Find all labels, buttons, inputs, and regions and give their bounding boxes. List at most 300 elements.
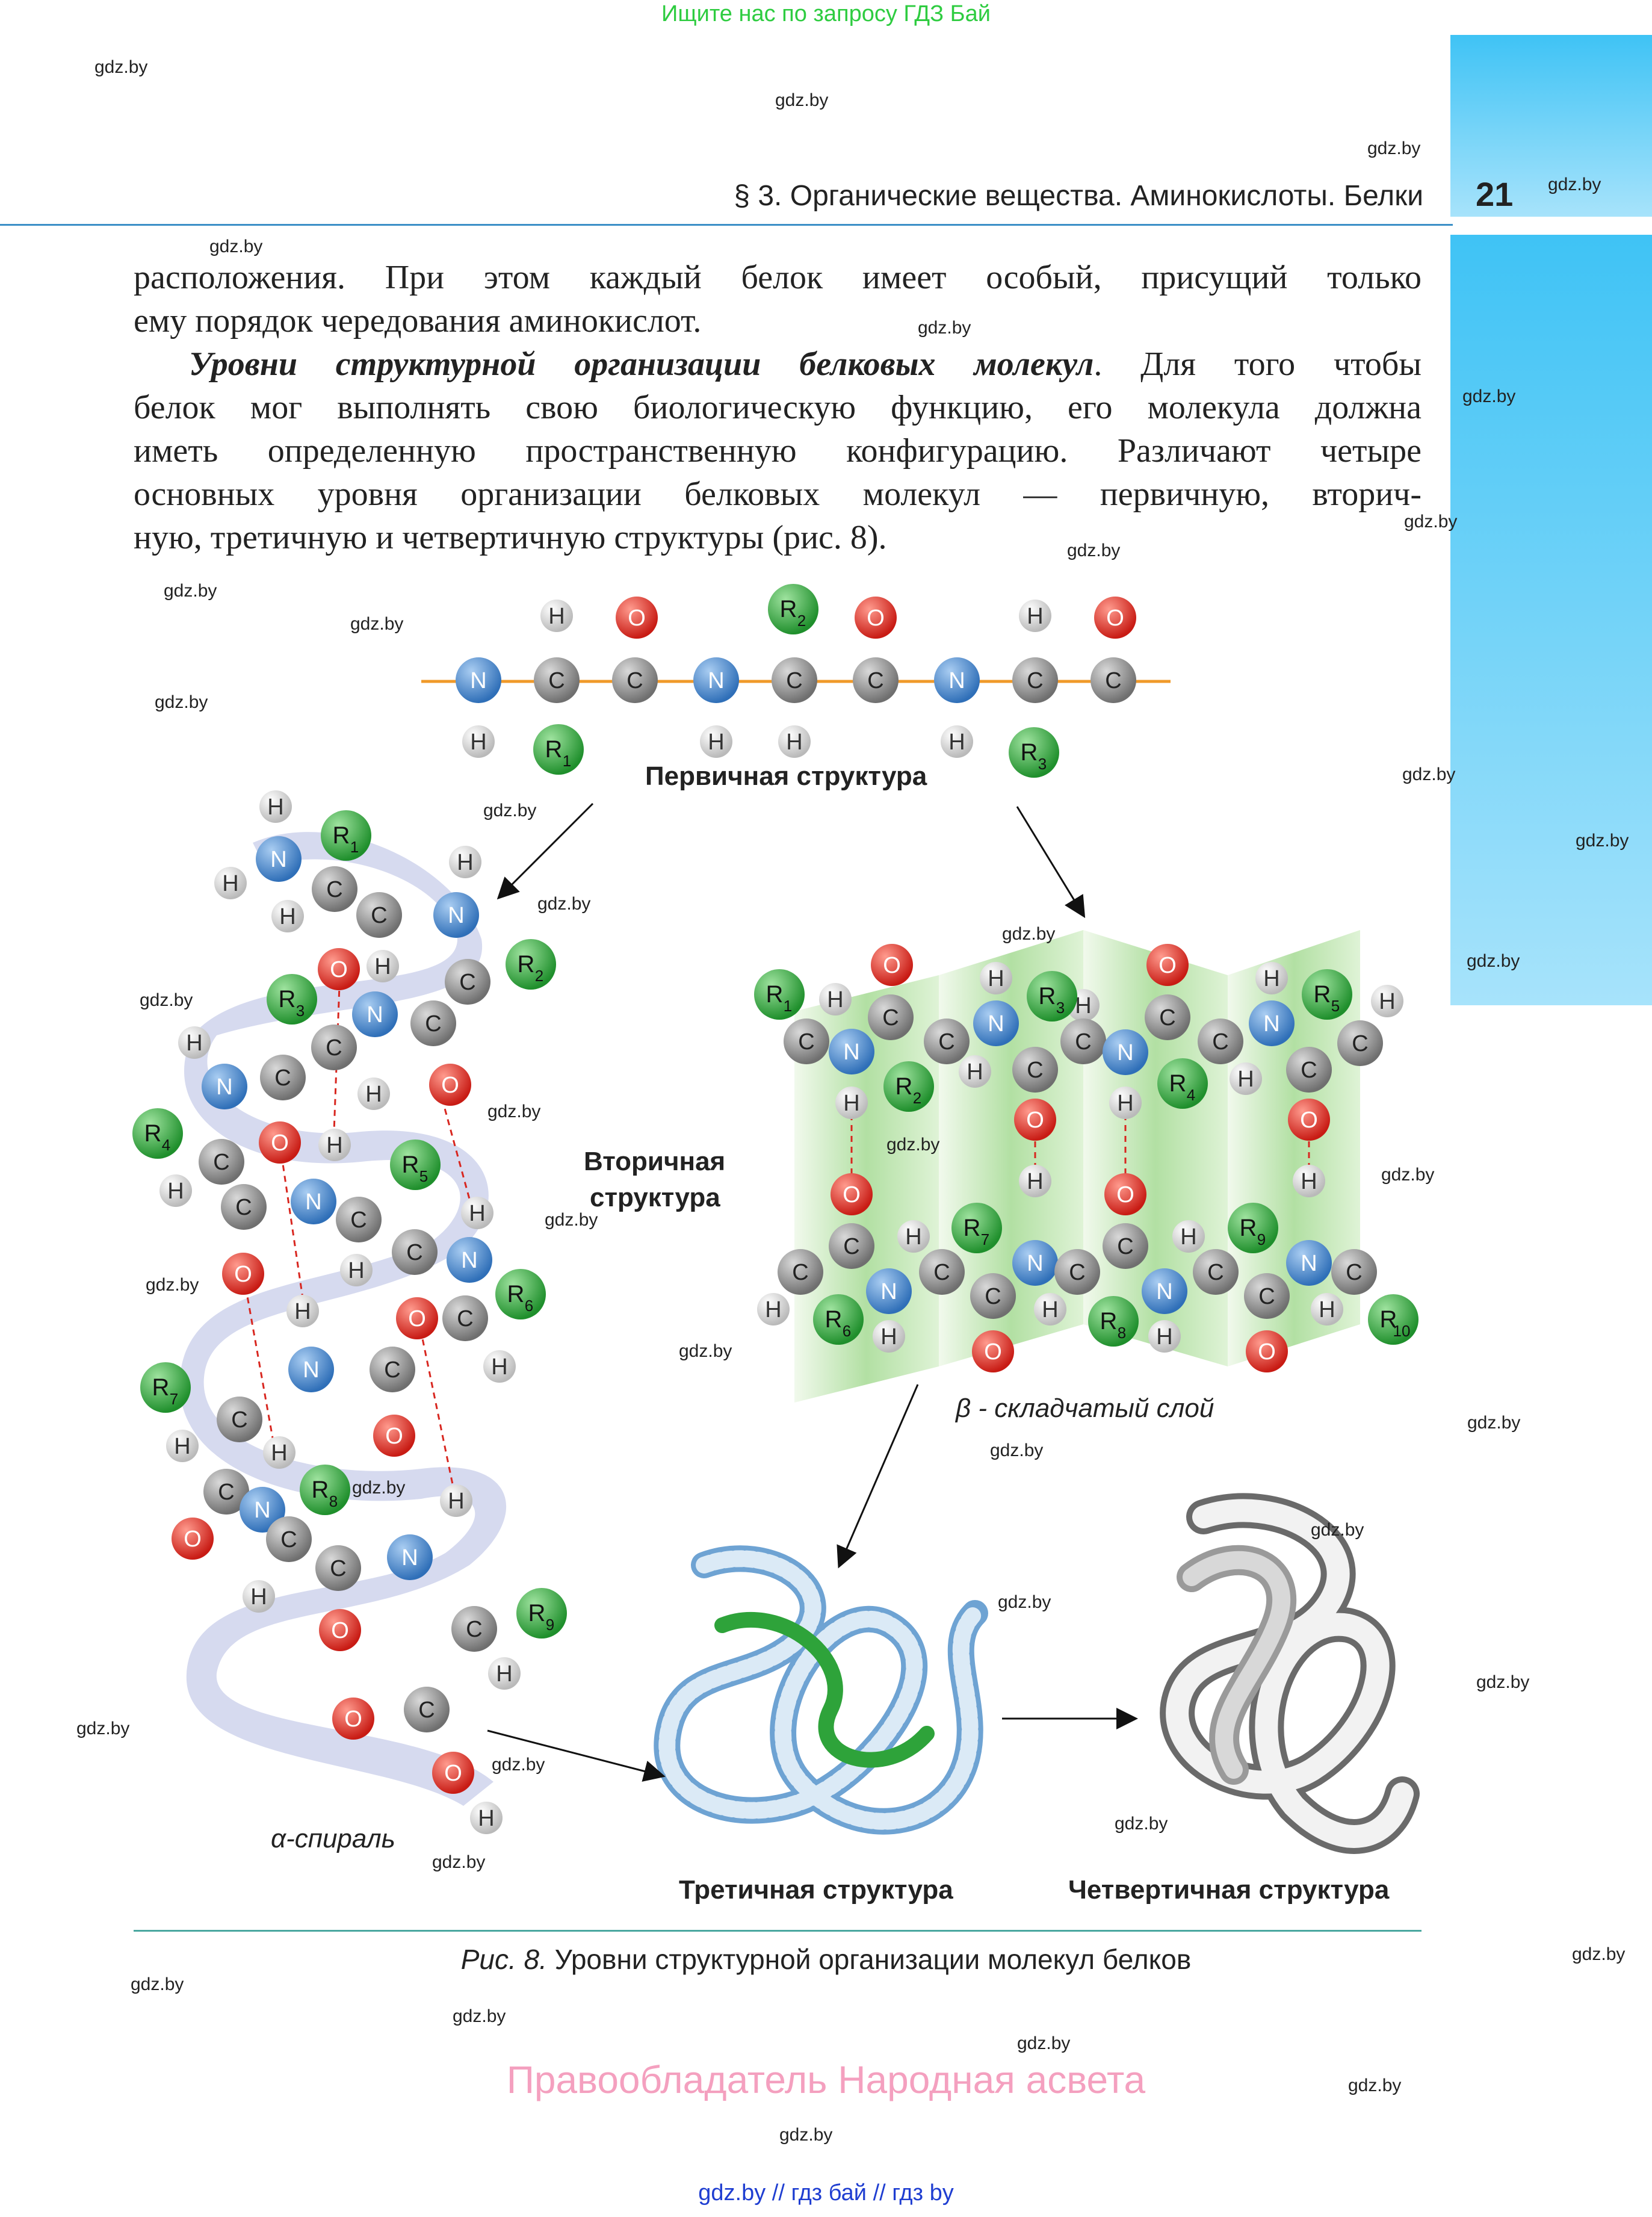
svg-text:3: 3 bbox=[295, 1002, 305, 1020]
c-atom bbox=[1244, 1273, 1290, 1319]
svg-text:C: C bbox=[459, 970, 476, 995]
svg-text:R: R bbox=[144, 1120, 162, 1147]
radical-r1-atom bbox=[754, 969, 805, 1020]
h-atom bbox=[873, 1320, 905, 1353]
svg-text:H: H bbox=[1027, 1169, 1044, 1194]
h-atom bbox=[440, 1484, 472, 1517]
radical-r7-atom bbox=[951, 1203, 1002, 1253]
h-atom bbox=[159, 1174, 192, 1207]
watermark: gdz.by bbox=[918, 318, 971, 338]
watermark: gdz.by bbox=[1311, 1520, 1364, 1540]
h-atom bbox=[271, 900, 304, 932]
svg-text:1: 1 bbox=[350, 838, 359, 856]
svg-text:O: O bbox=[883, 953, 901, 978]
radical-r2-atom bbox=[883, 1061, 934, 1112]
watermark: gdz.by bbox=[76, 1719, 130, 1738]
svg-text:N: N bbox=[448, 903, 465, 928]
o-atom bbox=[972, 1330, 1014, 1372]
svg-text:O: O bbox=[444, 1761, 462, 1786]
c-atom bbox=[1286, 1047, 1332, 1093]
section-title: § 3. Органические вещества. Аминокислоты. Белки bbox=[734, 180, 1423, 212]
svg-text:C: C bbox=[882, 1005, 899, 1031]
svg-text:R: R bbox=[1038, 983, 1056, 1009]
o-atom bbox=[1246, 1330, 1288, 1372]
svg-text:1: 1 bbox=[783, 997, 793, 1015]
c-atom bbox=[410, 1000, 456, 1046]
svg-text:R: R bbox=[1239, 1215, 1257, 1241]
watermark: gdz.by bbox=[1572, 1944, 1626, 1964]
svg-text:H: H bbox=[905, 1224, 922, 1250]
svg-text:N: N bbox=[948, 668, 965, 693]
svg-text:R: R bbox=[1379, 1306, 1397, 1333]
text-line: ему порядок чередования аминокислот. bbox=[134, 302, 702, 340]
svg-text:C: C bbox=[235, 1195, 252, 1220]
svg-text:H: H bbox=[1319, 1297, 1335, 1322]
svg-text:C: C bbox=[1352, 1031, 1369, 1056]
svg-text:H: H bbox=[1117, 1091, 1134, 1116]
svg-text:C: C bbox=[218, 1480, 235, 1505]
svg-text:H: H bbox=[470, 730, 487, 755]
radical-r4-atom bbox=[1157, 1058, 1208, 1109]
n-atom bbox=[1012, 1240, 1058, 1286]
watermark: gdz.by bbox=[1402, 764, 1456, 784]
h-atom bbox=[1311, 1293, 1343, 1326]
svg-text:O: O bbox=[1026, 1108, 1044, 1133]
radical-r8-atom bbox=[300, 1465, 350, 1515]
svg-text:C: C bbox=[1069, 1260, 1086, 1285]
watermark: gdz.by bbox=[1467, 951, 1520, 971]
radical-r8-atom bbox=[1088, 1296, 1139, 1347]
n-atom bbox=[352, 991, 398, 1037]
watermark: gdz.by bbox=[990, 1440, 1044, 1460]
c-atom bbox=[312, 866, 357, 912]
o-atom bbox=[1094, 597, 1136, 639]
c-atom bbox=[924, 1019, 970, 1064]
o-atom bbox=[318, 948, 360, 990]
footer-links[interactable]: gdz.by // гдз бай // гдз by bbox=[698, 2180, 954, 2206]
o-atom bbox=[429, 1064, 471, 1106]
svg-text:R: R bbox=[824, 1306, 843, 1333]
watermark: gdz.by bbox=[483, 801, 537, 820]
h-atom bbox=[1109, 1087, 1142, 1119]
svg-text:C: C bbox=[466, 1617, 483, 1642]
svg-text:O: O bbox=[1106, 606, 1124, 631]
svg-text:C: C bbox=[1207, 1260, 1224, 1285]
h-atom bbox=[1172, 1220, 1205, 1253]
c-atom bbox=[772, 657, 817, 703]
radical-r3-atom bbox=[1027, 971, 1077, 1022]
h-atom bbox=[263, 1436, 295, 1469]
svg-text:9: 9 bbox=[545, 1616, 555, 1634]
c-atom bbox=[1060, 1019, 1106, 1064]
h-atom bbox=[318, 1129, 351, 1161]
o-atom bbox=[1146, 944, 1189, 986]
h-atom bbox=[540, 600, 573, 632]
o-atom bbox=[871, 944, 913, 986]
svg-text:C: C bbox=[792, 1260, 809, 1285]
n-atom bbox=[1286, 1240, 1332, 1286]
watermark: gdz.by bbox=[492, 1755, 545, 1775]
svg-text:10: 10 bbox=[1393, 1322, 1411, 1340]
watermark: gdz.by bbox=[537, 894, 591, 914]
h-atom bbox=[470, 1802, 503, 1834]
svg-text:C: C bbox=[330, 1556, 347, 1581]
svg-text:R: R bbox=[401, 1152, 419, 1178]
h-atom bbox=[488, 1657, 521, 1690]
h-atom bbox=[214, 867, 247, 899]
svg-text:H: H bbox=[1042, 1297, 1059, 1322]
svg-text:R: R bbox=[1169, 1070, 1187, 1097]
n-atom bbox=[291, 1179, 336, 1224]
svg-text:4: 4 bbox=[1186, 1086, 1196, 1104]
o-atom bbox=[222, 1253, 264, 1295]
n-atom bbox=[973, 1000, 1019, 1046]
c-atom bbox=[829, 1223, 874, 1269]
c-atom bbox=[612, 657, 658, 703]
h-atom bbox=[980, 962, 1012, 994]
svg-text:O: O bbox=[385, 1424, 403, 1449]
svg-text:3: 3 bbox=[1056, 999, 1065, 1017]
h-atom bbox=[166, 1430, 199, 1462]
svg-text:C: C bbox=[1301, 1058, 1317, 1083]
svg-text:N: N bbox=[461, 1248, 478, 1273]
svg-text:H: H bbox=[279, 904, 296, 929]
radical-r4-atom bbox=[132, 1108, 183, 1159]
watermark: gdz.by bbox=[131, 1974, 184, 1994]
h-atom bbox=[340, 1254, 373, 1286]
svg-text:H: H bbox=[250, 1584, 267, 1610]
c-atom bbox=[1331, 1249, 1377, 1295]
c-atom bbox=[1012, 1047, 1058, 1093]
beta-sheet-label: β - складчатый слой bbox=[956, 1394, 1214, 1423]
h-atom bbox=[243, 1580, 275, 1613]
svg-text:O: O bbox=[408, 1306, 426, 1332]
svg-text:C: C bbox=[425, 1011, 442, 1037]
c-atom bbox=[1193, 1249, 1239, 1295]
n-atom bbox=[1249, 1000, 1295, 1046]
text-line: иметь определенную пространственную конфигурацию. Различают четыре bbox=[134, 432, 1422, 470]
watermark: gdz.by bbox=[1367, 138, 1421, 158]
svg-text:N: N bbox=[1027, 1251, 1044, 1276]
h-atom bbox=[286, 1295, 319, 1327]
watermark: gdz.by bbox=[209, 237, 263, 256]
c-atom bbox=[442, 1295, 488, 1341]
o-atom bbox=[1104, 1173, 1146, 1215]
radical-r5-atom bbox=[390, 1140, 441, 1190]
svg-text:H: H bbox=[222, 871, 239, 896]
svg-text:3: 3 bbox=[1038, 755, 1047, 773]
c-atom bbox=[1337, 1020, 1383, 1066]
svg-text:C: C bbox=[843, 1234, 860, 1259]
c-atom bbox=[1198, 1019, 1243, 1064]
h-atom bbox=[700, 725, 732, 758]
svg-text:C: C bbox=[213, 1150, 230, 1175]
radical-r9-atom bbox=[516, 1588, 567, 1639]
o-atom bbox=[259, 1121, 301, 1164]
svg-text:C: C bbox=[326, 877, 343, 902]
n-atom bbox=[866, 1268, 912, 1314]
c-atom bbox=[311, 1025, 357, 1070]
c-atom bbox=[221, 1184, 267, 1230]
o-atom bbox=[396, 1297, 438, 1339]
svg-text:H: H bbox=[448, 1489, 465, 1514]
svg-text:C: C bbox=[1027, 668, 1044, 693]
watermark: gdz.by bbox=[1462, 386, 1516, 406]
svg-text:O: O bbox=[331, 1618, 349, 1643]
h-atom bbox=[461, 1197, 493, 1229]
svg-text:H: H bbox=[1027, 604, 1044, 629]
secondary-structure-label-1: Вторичная bbox=[584, 1147, 726, 1176]
svg-text:C: C bbox=[938, 1029, 955, 1055]
svg-text:R: R bbox=[1313, 981, 1331, 1008]
n-atom bbox=[256, 836, 302, 882]
h-atom bbox=[757, 1293, 790, 1326]
n-atom bbox=[447, 1237, 492, 1283]
radical-r2-atom bbox=[768, 584, 818, 634]
watermark: gdz.by bbox=[352, 1478, 406, 1498]
c-atom bbox=[853, 657, 899, 703]
svg-text:O: O bbox=[984, 1339, 1002, 1365]
h-atom bbox=[449, 846, 481, 878]
svg-text:N: N bbox=[988, 1011, 1004, 1037]
o-atom bbox=[432, 1752, 474, 1794]
c-atom bbox=[356, 892, 402, 938]
watermark: gdz.by bbox=[679, 1341, 732, 1361]
svg-text:H: H bbox=[948, 730, 965, 755]
svg-text:2: 2 bbox=[912, 1089, 922, 1107]
svg-text:C: C bbox=[274, 1065, 291, 1091]
watermark: gdz.by bbox=[1348, 2076, 1402, 2095]
svg-text:H: H bbox=[374, 954, 391, 979]
svg-text:C: C bbox=[985, 1284, 1001, 1309]
svg-text:O: O bbox=[184, 1527, 202, 1552]
watermark: gdz.by bbox=[164, 581, 217, 601]
secondary-structure-label-2: структура bbox=[590, 1183, 720, 1212]
svg-text:C: C bbox=[548, 668, 565, 693]
n-atom bbox=[456, 657, 501, 703]
svg-text:C: C bbox=[384, 1357, 401, 1383]
c-atom bbox=[970, 1273, 1016, 1319]
radical-r1-atom bbox=[533, 724, 584, 775]
svg-text:H: H bbox=[1156, 1324, 1173, 1350]
svg-text:C: C bbox=[786, 668, 803, 693]
svg-text:O: O bbox=[1116, 1182, 1134, 1208]
watermark: gdz.by bbox=[453, 2006, 506, 2026]
watermark: gdz.by bbox=[886, 1135, 940, 1155]
svg-text:C: C bbox=[933, 1260, 950, 1285]
radical-r3-atom bbox=[1009, 727, 1059, 778]
svg-text:O: O bbox=[1258, 1339, 1276, 1365]
svg-text:R: R bbox=[507, 1281, 525, 1307]
text-line: белок мог выполнять свою биологическую функцию, его молекула должна bbox=[134, 389, 1422, 426]
c-atom bbox=[451, 1606, 497, 1652]
c-atom bbox=[784, 1019, 829, 1064]
watermark: gdz.by bbox=[1548, 175, 1601, 194]
svg-text:N: N bbox=[367, 1002, 383, 1028]
svg-text:H: H bbox=[186, 1031, 203, 1056]
svg-text:H: H bbox=[496, 1661, 513, 1687]
quaternary-structure-model bbox=[1177, 1510, 1402, 1836]
c-atom bbox=[315, 1545, 361, 1591]
watermark: gdz.by bbox=[775, 90, 829, 110]
svg-text:C: C bbox=[326, 1035, 342, 1061]
svg-text:R: R bbox=[895, 1073, 913, 1100]
svg-text:H: H bbox=[491, 1354, 508, 1380]
c-atom bbox=[919, 1249, 965, 1295]
svg-text:H: H bbox=[294, 1299, 311, 1324]
top-banner[interactable]: Ищите нас по запросу ГДЗ Бай bbox=[661, 1, 991, 26]
o-atom bbox=[616, 597, 658, 639]
h-atom bbox=[357, 1077, 390, 1110]
tertiary-structure-model bbox=[667, 1558, 975, 1821]
svg-text:7: 7 bbox=[169, 1390, 179, 1408]
watermark: gdz.by bbox=[998, 1592, 1051, 1612]
svg-text:N: N bbox=[1156, 1279, 1173, 1304]
svg-text:C: C bbox=[280, 1527, 297, 1552]
c-atom bbox=[260, 1055, 306, 1100]
o-atom bbox=[373, 1415, 415, 1457]
svg-text:R: R bbox=[1100, 1308, 1118, 1335]
svg-text:4: 4 bbox=[161, 1136, 171, 1154]
watermark: gdz.by bbox=[155, 692, 208, 712]
svg-text:H: H bbox=[1075, 993, 1092, 1019]
text-line: расположения. При этом каждый белок имеет особый, присущий только bbox=[134, 259, 1422, 296]
h-atom bbox=[1148, 1320, 1181, 1353]
svg-text:H: H bbox=[1263, 966, 1280, 991]
h-atom bbox=[941, 725, 973, 758]
svg-text:H: H bbox=[174, 1434, 191, 1459]
h-atom bbox=[1230, 1062, 1262, 1095]
svg-text:O: O bbox=[344, 1707, 362, 1732]
n-atom bbox=[829, 1029, 874, 1074]
svg-text:O: O bbox=[441, 1073, 459, 1098]
svg-text:C: C bbox=[1027, 1058, 1044, 1083]
svg-text:H: H bbox=[478, 1806, 495, 1831]
svg-text:6: 6 bbox=[524, 1297, 534, 1315]
n-atom bbox=[693, 657, 739, 703]
svg-text:C: C bbox=[1105, 668, 1122, 693]
svg-text:C: C bbox=[867, 668, 884, 693]
h-atom bbox=[1255, 962, 1288, 994]
svg-text:R: R bbox=[545, 736, 563, 763]
h-atom bbox=[959, 1055, 991, 1088]
c-atom bbox=[1091, 657, 1136, 703]
figure-caption bbox=[0, 1943, 1652, 1976]
radical-r6-atom bbox=[495, 1269, 546, 1319]
svg-text:R: R bbox=[332, 822, 350, 849]
svg-text:H: H bbox=[271, 1440, 288, 1466]
c-atom bbox=[778, 1249, 823, 1295]
h-atom bbox=[483, 1350, 516, 1383]
svg-text:H: H bbox=[365, 1082, 382, 1107]
svg-text:9: 9 bbox=[1257, 1230, 1266, 1248]
watermark: gdz.by bbox=[1476, 1672, 1530, 1692]
text-line: ную, третичную и четвертичную структуры (рис. 8). bbox=[134, 519, 887, 556]
h-atom bbox=[835, 1087, 868, 1119]
section-heading-inline: Уровни структурной организации белковых молекул bbox=[189, 346, 1094, 383]
svg-text:H: H bbox=[167, 1179, 184, 1204]
svg-text:C: C bbox=[1117, 1234, 1134, 1259]
radical-r7-atom bbox=[140, 1362, 191, 1413]
c-atom bbox=[868, 994, 914, 1040]
watermark: gdz.by bbox=[1576, 831, 1629, 851]
svg-text:O: O bbox=[330, 957, 348, 982]
svg-text:C: C bbox=[457, 1306, 474, 1332]
radical-r2-atom bbox=[506, 939, 556, 990]
o-atom bbox=[332, 1698, 374, 1740]
svg-text:N: N bbox=[270, 847, 287, 872]
o-atom bbox=[319, 1609, 361, 1651]
h-atom bbox=[259, 790, 292, 823]
watermark: gdz.by bbox=[779, 2125, 833, 2145]
svg-text:R: R bbox=[152, 1374, 170, 1401]
radical-r10-atom bbox=[1368, 1294, 1418, 1345]
svg-text:N: N bbox=[1301, 1251, 1317, 1276]
svg-text:5: 5 bbox=[419, 1167, 428, 1185]
watermark: gdz.by bbox=[432, 1852, 486, 1872]
radical-r5-atom bbox=[1302, 969, 1352, 1020]
c-atom bbox=[1103, 1223, 1148, 1269]
svg-text:O: O bbox=[1300, 1108, 1318, 1133]
primary-structure-label: Первичная структура bbox=[645, 761, 927, 791]
svg-text:N: N bbox=[254, 1498, 271, 1523]
svg-text:N: N bbox=[880, 1279, 897, 1304]
svg-text:5: 5 bbox=[1331, 997, 1340, 1015]
radical-r9-atom bbox=[1228, 1203, 1278, 1253]
h-atom bbox=[897, 1220, 930, 1253]
h-atom bbox=[1371, 985, 1403, 1017]
svg-text:R: R bbox=[311, 1477, 329, 1503]
svg-text:N: N bbox=[1263, 1011, 1280, 1037]
c-atom bbox=[1012, 657, 1058, 703]
c-atom bbox=[445, 959, 490, 1005]
svg-text:H: H bbox=[548, 604, 565, 629]
svg-text:H: H bbox=[1301, 1169, 1317, 1194]
h-atom bbox=[1034, 1293, 1066, 1326]
svg-text:H: H bbox=[1379, 989, 1396, 1014]
svg-text:R: R bbox=[766, 981, 784, 1008]
radical-r3-atom bbox=[267, 974, 317, 1025]
n-atom bbox=[1142, 1268, 1187, 1314]
c-atom bbox=[370, 1347, 415, 1392]
svg-text:C: C bbox=[1212, 1029, 1229, 1055]
o-atom bbox=[172, 1518, 214, 1560]
svg-text:R: R bbox=[1020, 739, 1038, 766]
c-atom bbox=[217, 1397, 262, 1442]
watermark: gdz.by bbox=[140, 990, 193, 1010]
page-number: 21 bbox=[1476, 175, 1514, 213]
caption-divider bbox=[134, 1930, 1422, 1932]
n-atom bbox=[288, 1347, 334, 1392]
svg-text:N: N bbox=[1117, 1040, 1134, 1065]
svg-text:2: 2 bbox=[534, 967, 544, 985]
quaternary-structure-label: Четвертичная структура bbox=[1068, 1875, 1390, 1905]
svg-text:H: H bbox=[880, 1324, 897, 1350]
svg-text:H: H bbox=[843, 1091, 860, 1116]
svg-text:R: R bbox=[278, 986, 296, 1012]
h-atom bbox=[1019, 600, 1051, 632]
svg-text:C: C bbox=[406, 1240, 423, 1265]
svg-text:R: R bbox=[517, 951, 535, 978]
svg-text:O: O bbox=[843, 1182, 861, 1208]
svg-text:O: O bbox=[271, 1130, 289, 1156]
radical-r1-atom bbox=[321, 810, 371, 861]
n-atom bbox=[433, 892, 479, 938]
svg-text:H: H bbox=[326, 1133, 343, 1158]
svg-text:8: 8 bbox=[329, 1492, 338, 1510]
h-atom bbox=[819, 983, 852, 1015]
svg-text:N: N bbox=[303, 1357, 320, 1383]
